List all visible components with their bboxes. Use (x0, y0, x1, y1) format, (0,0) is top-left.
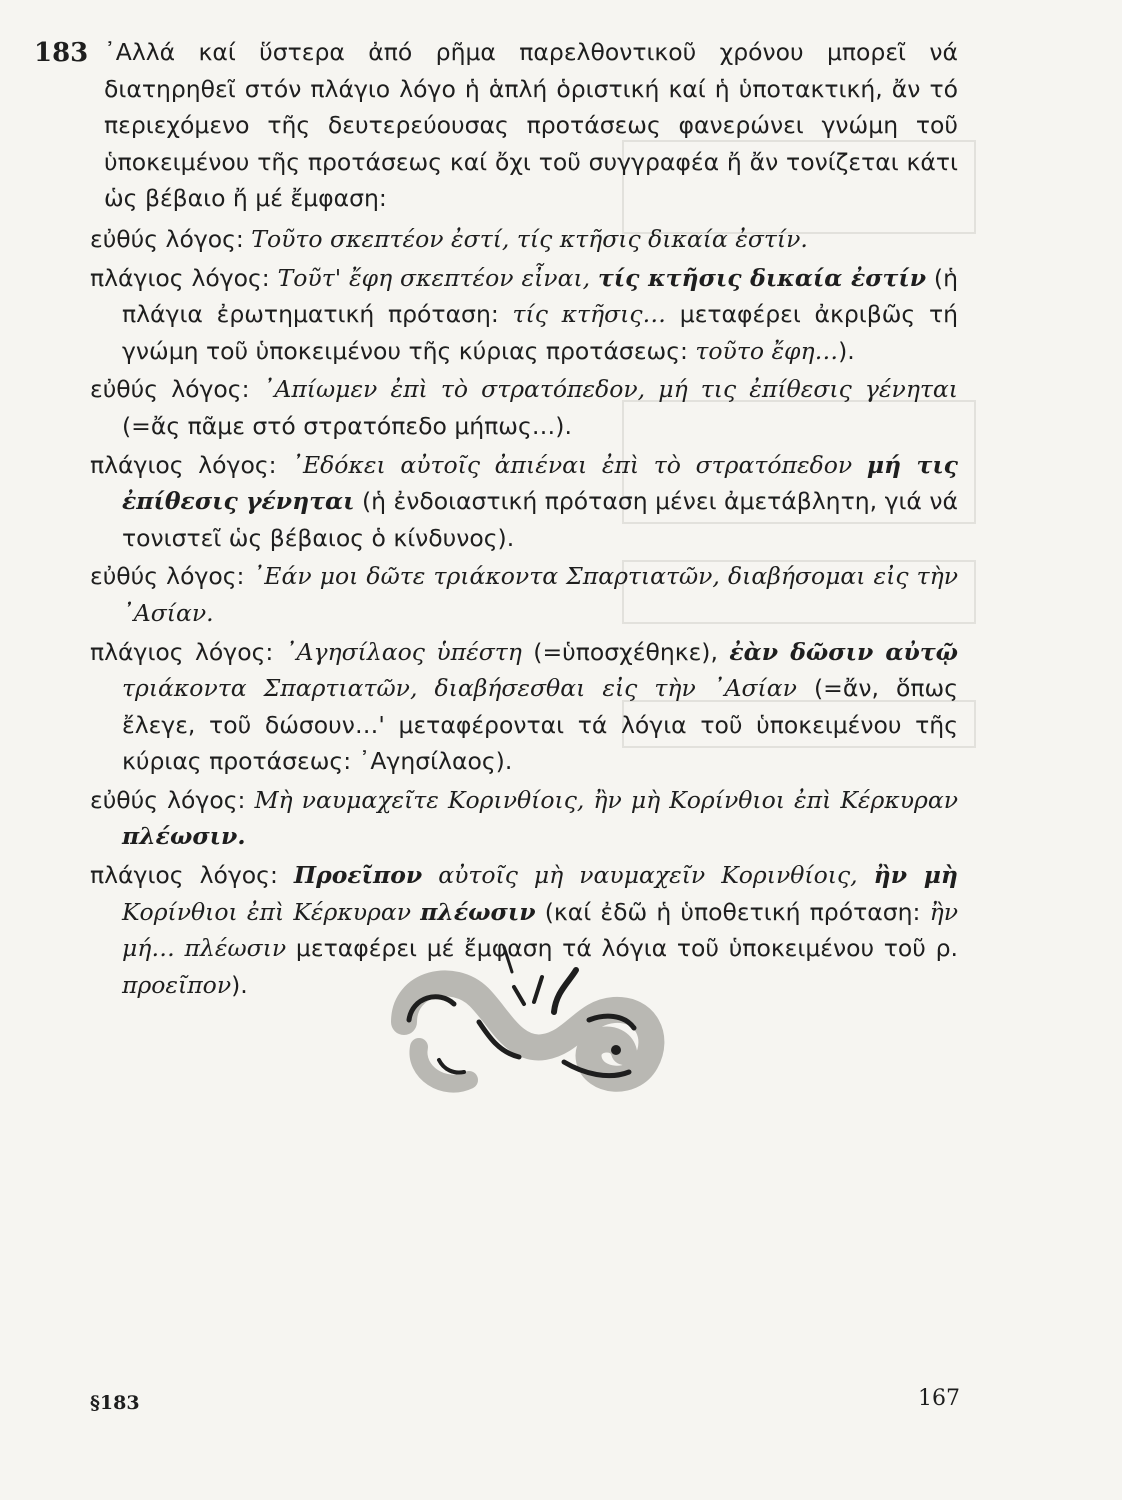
commentary-text: (=ἄς πᾶμε στό στρατόπεδο μήπως…). (122, 411, 572, 440)
example-entry (90, 782, 958, 855)
greek-quotation: ᾿Αγησίλαος ὑπέστη (284, 637, 522, 666)
commentary-text: ). (838, 336, 855, 365)
greek-quotation: ᾿Εάν μοι δῶτε τριάκοντα Σπαρτιατῶν, διαβήσομαι εἰς τὴν ᾿Ασίαν. (122, 562, 958, 627)
greek-quotation: πλέωσιν. (122, 822, 246, 851)
example-label: εὐθύς λόγος: (90, 562, 253, 591)
example-label: πλάγιος λόγος: (90, 861, 294, 890)
greek-quotation: προεῖπον (122, 970, 232, 999)
commentary-text: ). (231, 970, 248, 999)
examples-list (90, 221, 958, 1003)
commentary-text: (καί ἐδῶ ἡ ὑποθετική πρόταση: (535, 897, 930, 926)
footer-section-ref: §183 (90, 1392, 140, 1414)
greek-quotation: αὐτοῖς μὴ ναυμαχεῖν Κορινθίοις, (422, 861, 874, 890)
commentary-text: μεταφέρει ἀκριβῶς τή γνώμη τοῦ ὑποκειμένου τῆς κύριας προτάσεως: (122, 300, 958, 365)
section-number: 183 (34, 38, 89, 68)
example-label: πλάγιος λόγος: (90, 450, 292, 479)
greek-quotation: τίς κτῆσις… (512, 300, 667, 329)
example-label: εὐθύς λόγος: (90, 224, 252, 253)
greek-quotation: μή τις ἐπίθεσις γένηται (122, 450, 958, 516)
greek-quotation: Τοῦτο σκεπτέον ἐστί, τίς κτῆσις δικαία ἐστίν. (251, 224, 808, 253)
section-body (90, 34, 958, 1003)
commentary-text: (ἡ ἐνδοιαστική πρόταση μένει ἀμετάβλητη, γιά νά τονιστεῖ ὡς βέβαιος ὁ κίνδυνος). (122, 487, 959, 552)
greek-quotation: Μὴ ναυμαχεῖτε Κορινθίοις, ἢν μὴ Κορίνθιοι ἐπὶ Κέρκυραν (254, 785, 958, 814)
commentary-text: (=ὑποσχέθηκε), (521, 637, 730, 666)
example-label: πλάγιος λόγος: (90, 263, 278, 292)
greek-quotation: τίς κτῆσις δικαία ἐστίν (598, 263, 927, 292)
example-entry (90, 447, 958, 557)
greek-quotation: τοῦτο ἔφη… (695, 336, 839, 365)
intro-paragraph: ᾿Αλλά καί ὕστερα ἀπό ρῆμα παρελθοντικοῦ χρόνου μπορεῖ νά διατηρηθεῖ στόν πλάγιο λόγο ἡ ἁπλή ὁριστική καί ἡ ὑποτακτική, ἄν τό περιεχόμενο τῆς δευτερεύουσας προτάσεως φανερώνει γνώμη τοῦ ὑποκειμένου τῆς προτάσεως καί ὄχι τοῦ συγγραφέα ἤ ἄν τονίζεται κάτι ὡς βέβαιο ἤ μέ ἔμφαση: (104, 38, 958, 213)
greek-quotation: ἢν μή… πλέωσιν (122, 897, 958, 963)
greek-quotation: Τοῦτ' ἔφη σκεπτέον εἶναι, (277, 263, 598, 292)
decorative-ornament-icon (384, 942, 670, 1114)
greek-quotation: ἐὰν δῶσιν αὐτῷ (729, 637, 959, 666)
greek-quotation: Προεῖπον (293, 861, 423, 890)
example-label: πλάγιος λόγος: (90, 637, 285, 666)
example-entry (90, 634, 958, 780)
page-number: 167 (918, 1386, 960, 1411)
example-entry (90, 558, 958, 631)
example-entry (90, 371, 958, 444)
commentary-text: (ἡ πλάγια ἐρωτηματική πρόταση: (122, 263, 958, 329)
greek-quotation: τριάκοντα Σπαρτιατῶν, διαβήσεσθαι εἰς τὴν ᾿Ασίαν (122, 674, 797, 703)
commentary-text: (=ἄν, ὅπως ἔλεγε, τοῦ δώσουν…' μεταφέρονται τά λόγια τοῦ ὑποκειμένου τῆς κύριας προτάσεως: ᾿Αγησίλαος). (122, 674, 958, 776)
greek-quotation: πλέωσιν (420, 897, 536, 926)
example-label: εὐθύς λόγος: (90, 785, 255, 814)
greek-quotation: ᾿Απίωμεν ἐπὶ τὸ στρατόπεδον, μή τις ἐπίθεσις γένηται (262, 375, 958, 404)
example-label: εὐθύς λόγος: (90, 375, 263, 404)
greek-quotation: ᾿Εδόκει αὐτοῖς ἀπιέναι ἐπὶ τὸ στρατόπεδον (291, 450, 867, 479)
example-entry (90, 260, 958, 370)
greek-quotation: Κορίνθιοι ἐπὶ Κέρκυραν (122, 897, 421, 926)
greek-quotation: ἢν μὴ (873, 861, 959, 890)
commentary-text: μεταφέρει μέ ἔμφαση τά λόγια τοῦ ὑποκειμένου τοῦ ρ. (286, 934, 958, 963)
example-entry (90, 221, 958, 258)
